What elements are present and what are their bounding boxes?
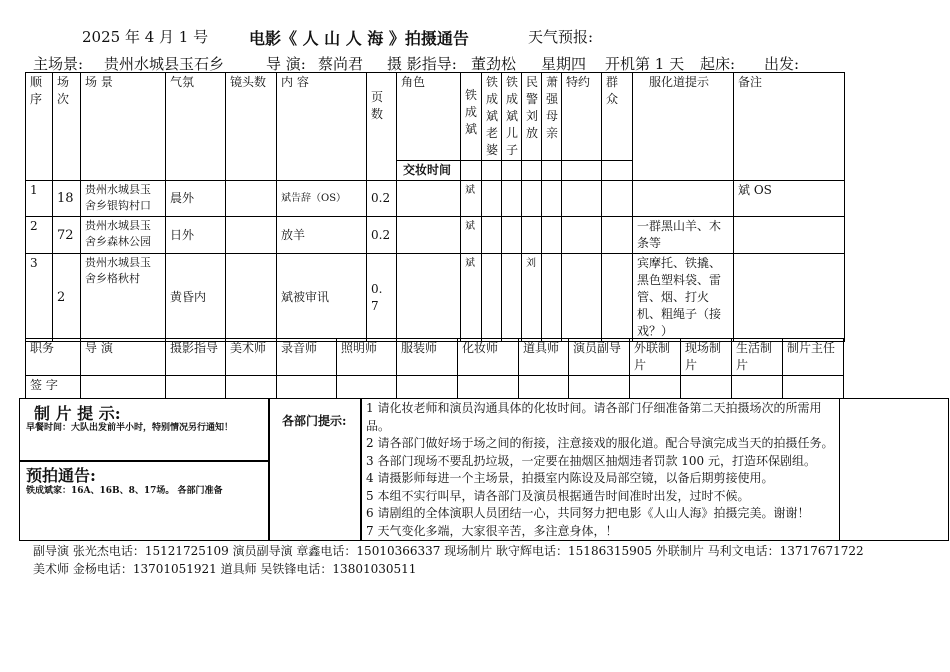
row-seq: 1: [26, 181, 53, 217]
header-char-tie-chengbin: 铁成斌: [461, 73, 482, 161]
row-atmosphere: 日外: [166, 217, 226, 254]
weekday: 星期四: [541, 55, 587, 73]
row-atmosphere: 晨外: [166, 181, 226, 217]
header-costume-props: 服化道提示: [633, 73, 734, 181]
header-scene: 场 景: [81, 73, 166, 181]
staff-role: 生活制片: [732, 339, 783, 376]
staff-role: 美术师: [226, 339, 277, 376]
header-pages: 页数: [367, 73, 397, 181]
row-char4: [522, 217, 542, 254]
staff-role: 照明师: [337, 339, 397, 376]
notice-date: 2025 年 4 月 1 号: [82, 28, 209, 46]
director-label: 导 演:: [266, 55, 306, 73]
row-char4: [522, 181, 542, 217]
signature-cell: [732, 376, 783, 399]
header-char-wife: 铁成斌老婆: [482, 73, 502, 161]
contacts-line-1: 副导演 张光杰电话：15121725109 演员副导演 章鑫电话：15010366337 现场制片 耿守辉电话：15186315905 外联制片 马利文电话：13717671722: [33, 544, 864, 558]
row-pages: 0.2: [367, 181, 397, 217]
blank-box: [838, 398, 949, 541]
header-notes: 备注: [734, 73, 845, 181]
header-scene-no: 场次: [53, 73, 81, 181]
signature-cell: [569, 376, 630, 399]
production-tips-box: [19, 398, 270, 462]
contacts-line-2: 美术师 金杨电话：13701051921 道具师 吴铁锋电话：13801030511: [33, 562, 417, 576]
table-row: [26, 217, 845, 254]
staff-role: 演员副导: [569, 339, 630, 376]
header-char-son: 铁成斌儿子: [502, 73, 522, 161]
staff-role: 录音师: [277, 339, 337, 376]
row-shots: [226, 254, 277, 342]
header-atmosphere: 气氛: [166, 73, 226, 181]
location-label: 主场景:: [33, 55, 84, 73]
departments-label: 各部门提示:: [282, 414, 347, 428]
row-char1: 斌: [461, 181, 482, 217]
row-notes: [734, 217, 845, 254]
production-tips-text: 早餐时间：大队出发前半小时，特别情况另行通知！: [26, 423, 234, 433]
advance-notice-text: 铁成斌家：16A、16B、8、17场。 各部门准备: [26, 486, 223, 496]
header-char-officer: 民警刘放: [522, 73, 542, 161]
production-tips-title: 制 片 提 示:: [34, 404, 121, 423]
sign-label: 签 字: [26, 376, 81, 399]
department-tip: 4 请摄影师每进一个主场景，拍摄室内陈设及局部空镜，以备后期剪接使用。: [366, 471, 774, 485]
director-value: 蔡尚君: [318, 55, 364, 73]
row-costume-props: 宾摩托、铁撬、黑色塑料袋、雷管、烟、打火机、粗绳子（接戏？）: [633, 254, 734, 342]
row-content: 斌被审讯: [277, 254, 367, 342]
location-value: 贵州水城县玉石乡: [104, 55, 225, 73]
makeup-time-label: 交妆时间: [397, 161, 461, 181]
row-notes: [734, 254, 845, 342]
row-seq: 3: [26, 254, 53, 342]
row-scene: 贵州水城县玉舍乡森林公园: [81, 217, 166, 254]
staff-role: 制片主任: [783, 339, 844, 376]
department-tip: 1 请化妆老师和演员沟通具体的化妆时间。请各部门仔细准备第二天拍摄场次的所需用品。: [366, 401, 822, 433]
signature-cell: [783, 376, 844, 399]
staff-role: 职务: [26, 339, 81, 376]
table-row: [26, 254, 845, 342]
row-atmosphere: 黄昏内: [166, 254, 226, 342]
row-char4: 刘: [522, 254, 542, 342]
advance-notice-box: [19, 460, 270, 541]
department-tips-list: [361, 399, 839, 541]
signature-cell: [681, 376, 732, 399]
wake-label: 起床:: [700, 55, 736, 73]
row-shots: [226, 217, 277, 254]
schedule-table: [25, 72, 845, 342]
dop-value: 董劲松: [471, 55, 517, 73]
staff-role: 摄影指导: [166, 339, 226, 376]
row-costume-props: [633, 181, 734, 217]
department-tips-box: [360, 398, 840, 541]
staff-role: 导 演: [81, 339, 166, 376]
row-scene: 贵州水城县玉舍乡银钩村口: [81, 181, 166, 217]
depart-label: 出发:: [764, 55, 800, 73]
row-scene: 贵州水城县玉舍乡格秋村: [81, 254, 166, 342]
page-title: 电影《 人 山 人 海 》拍摄通告: [249, 29, 469, 48]
header-extras: 群众: [602, 73, 633, 161]
signature-cell: [166, 376, 226, 399]
signature-cell: [519, 376, 569, 399]
row-scene-no: 72: [53, 217, 81, 254]
signature-cell: [458, 376, 519, 399]
department-tip: 7 天气变化多端，大家很辛苦，多注意身体，！: [366, 523, 618, 538]
row-content: 放羊: [277, 217, 367, 254]
signature-cell: [397, 376, 458, 399]
row-shots: [226, 181, 277, 217]
row-char1: 斌: [461, 217, 482, 254]
row-scene-no: 18: [53, 181, 81, 217]
staff-role: 外联制片: [630, 339, 681, 376]
departments-label-box: [268, 398, 362, 541]
department-tip: 5 本组不实行叫早，请各部门及演员根据通告时间准时出发，过时不候。: [366, 488, 750, 503]
department-tip: 2 请各部门做好场于场之间的衔接，注意接戏的服化道。配合导演完成当天的拍摄任务。: [366, 436, 834, 450]
header-seq: 顺序: [26, 73, 53, 181]
header-role: 角色: [397, 73, 461, 161]
staff-role: 化妆师: [458, 339, 519, 376]
row-seq: 2: [26, 217, 53, 254]
department-tip: 6 请剧组的全体演职人员团结一心，共同努力把电影《人山人海》拍摄完美。谢谢！: [366, 506, 810, 520]
row-notes: 斌 OS: [734, 181, 845, 217]
advance-notice-title: 预拍通告:: [26, 466, 96, 485]
signature-cell: [226, 376, 277, 399]
row-pages: 0. 7: [367, 254, 397, 342]
header-shots: 镜头数: [226, 73, 277, 181]
row-pages: 0.2: [367, 217, 397, 254]
header-special: 特约: [562, 73, 602, 161]
row-content: 斌告辞（OS）: [277, 181, 367, 217]
dop-label: 摄 影指导:: [387, 55, 457, 73]
header-content: 内 容: [277, 73, 367, 181]
weather-label: 天气预报:: [528, 28, 594, 46]
staff-role: 现场制片: [681, 339, 732, 376]
row-scene-no: 2: [53, 254, 81, 342]
staff-table: [25, 338, 844, 399]
row-char1: 斌: [461, 254, 482, 342]
table-row: [26, 181, 845, 217]
signature-cell: [630, 376, 681, 399]
signature-cell: [337, 376, 397, 399]
signature-cell: [81, 376, 166, 399]
signature-cell: [277, 376, 337, 399]
row-costume-props: 一群黑山羊、木条等: [633, 217, 734, 254]
staff-role: 道具师: [519, 339, 569, 376]
shoot-day-count: 开机第 1 天: [605, 55, 685, 73]
department-tip: 3 各部门现场不要乱扔垃圾，一定要在抽烟区抽烟违者罚款 100 元，打造环保剧组。: [366, 453, 816, 468]
staff-role: 服装师: [397, 339, 458, 376]
header-char-mother: 萧强母亲: [542, 73, 562, 161]
